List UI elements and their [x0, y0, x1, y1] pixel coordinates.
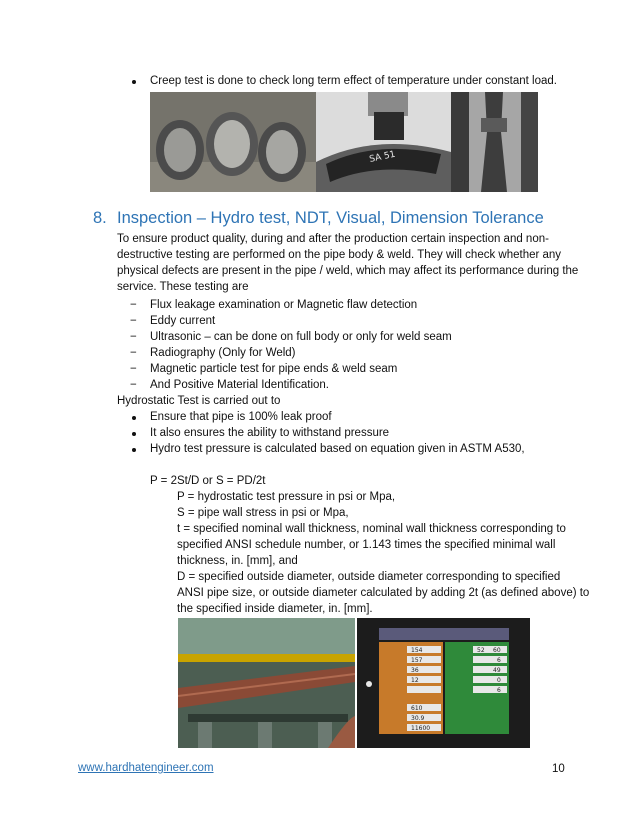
definition-line: S = pipe wall stress in psi or Mpa,	[177, 507, 349, 519]
creep-test-photo-right	[451, 92, 538, 192]
dash-marker: −	[130, 299, 137, 311]
screen-value: 60	[493, 647, 501, 654]
screen-value: 6	[497, 687, 501, 694]
hydro-item: It also ensures the ability to withstand pressure	[150, 427, 390, 439]
screen-value: 30.9	[411, 715, 425, 722]
ndt-item: And Positive Material Identification.	[150, 379, 329, 391]
hydro-test-machine-photo	[178, 618, 355, 748]
ndt-item: Ultrasonic – can be done on full body or only for weld seam	[150, 331, 452, 343]
formula: P = 2St/D or S = PD/2t	[150, 475, 266, 487]
hydro-test-control-screen	[357, 618, 530, 748]
screen-value: 52	[477, 647, 485, 654]
screen-value: 154	[411, 647, 423, 654]
screen-value: 36	[411, 667, 419, 674]
screen-value: 6	[497, 657, 501, 664]
creep-test-bullet: Creep test is done to check long term effect of temperature under constant load.	[150, 75, 557, 87]
hydro-intro: Hydrostatic Test is carried out to	[117, 395, 281, 407]
creep-test-photo-middle	[316, 92, 451, 192]
hydro-item: Hydro test pressure is calculated based on equation given in ASTM A530,	[150, 443, 525, 455]
screen-value: 12	[411, 677, 419, 684]
screen-value: 0	[497, 677, 501, 684]
ndt-item: Magnetic particle test for pipe ends & weld seam	[150, 363, 398, 375]
screen-value: 610	[411, 705, 423, 712]
dash-marker: −	[130, 315, 137, 327]
ndt-item: Flux leakage examination or Magnetic flaw detection	[150, 299, 418, 311]
definition-line: t = specified nominal wall thickness, nominal wall thickness corresponding to	[177, 523, 566, 535]
pipe-stamp: SA 51	[368, 149, 397, 165]
dash-marker: −	[130, 379, 137, 391]
screen-value: 11600	[411, 725, 431, 732]
intro-line: destructive testing are performed on the pipe body & weld. They will check whether any	[117, 249, 562, 261]
definition-line: specified ANSI schedule number, or 1.143 times the specified minimal wall	[177, 539, 556, 551]
definition-line: ANSI pipe size, or outside diameter calculated by adding 2t (as defined above) to	[177, 587, 590, 599]
ndt-item: Radiography (Only for Weld)	[150, 347, 296, 359]
bullet-marker	[132, 448, 136, 452]
bullet-marker	[132, 416, 136, 420]
bullet-marker	[132, 432, 136, 436]
ndt-item: Eddy current	[150, 315, 216, 327]
creep-test-photo-left	[150, 92, 316, 192]
definition-line: P = hydrostatic test pressure in psi or Mpa,	[177, 491, 396, 503]
intro-line: To ensure product quality, during and after the production certain inspection and non-	[117, 233, 549, 245]
screen-value: 49	[493, 667, 501, 674]
bullet-marker	[132, 80, 136, 84]
section-number: 8.	[93, 209, 107, 227]
dash-marker: −	[130, 363, 137, 375]
page-number: 10	[552, 763, 565, 775]
intro-line: service. These testing are	[117, 281, 249, 293]
definition-line: D = specified outside diameter, outside diameter corresponding to specified	[177, 571, 561, 583]
section-title: Inspection – Hydro test, NDT, Visual, Dimension Tolerance	[117, 209, 544, 227]
definition-line: the specified inside diameter, in. [mm].	[177, 603, 373, 615]
footer-website-link[interactable]: www.hardhatengineer.com	[78, 762, 214, 774]
screen-value: 157	[411, 657, 423, 664]
intro-line: physical defects are present in the pipe / weld, which may affect its performance during the	[117, 265, 579, 277]
definition-line: thickness, in. [mm], and	[177, 555, 298, 567]
dash-marker: −	[130, 331, 137, 343]
hydro-item: Ensure that pipe is 100% leak proof	[150, 411, 332, 423]
dash-marker: −	[130, 347, 137, 359]
